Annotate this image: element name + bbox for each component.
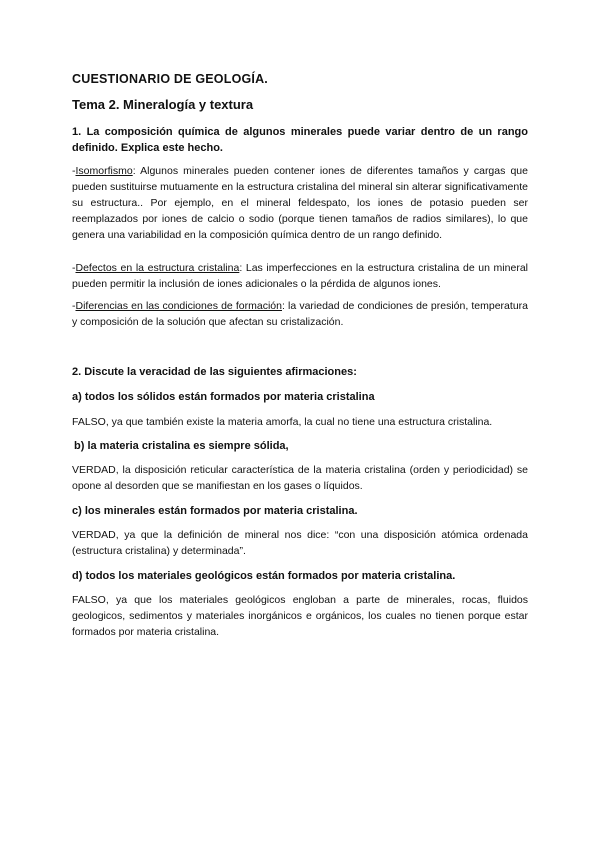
answer-b: VERDAD, la disposición reticular característica de la materia cristalina (orden y periodicidad) se opone al desorden que se manifiestan en los gases o líquidos. <box>72 464 528 492</box>
item-term: Defectos en la estructura cristalina <box>75 262 240 274</box>
question-1: 1. La composición química de algunos minerales puede variar dentro de un rango definido. Explica este hecho. <box>72 126 528 154</box>
item-text: : Las imperfecciones en la estructura cristalina de un mineral pueden permitir la inclusión de iones adicionales o la pérdida de algunos iones. <box>72 262 528 290</box>
item-text: : la variedad de condiciones de presión, temperatura y composición de la solución que afectan su cristalización. <box>72 300 528 328</box>
answer-1-item-isomorfismo <box>72 163 528 243</box>
item-text: : Algunos minerales pueden contener iones de diferentes tamaños y cargas que pueden sustituirse mutuamente en la estructura cristalina del mineral sin alterar significativamente su estructura.. Por ejemplo, en el mineral feldespato, los iones de potasio pueden ser reemplazados por iones de calcio o sodio (porque tienen tamaños de radios similares), lo que genera una variabilidad en la composición química dentro de un rango definido. <box>72 165 528 241</box>
answer-a: FALSO, ya que también existe la materia amorfa, la cual no tiene una estructura cristalina. <box>72 416 493 428</box>
document-subtitle: Tema 2. Mineralogía y textura <box>72 97 254 112</box>
document-title: CUESTIONARIO DE GEOLOGÍA. <box>72 72 268 86</box>
statement-b: b) la materia cristalina es siempre sólida, <box>74 440 289 452</box>
statement-c: c) los minerales están formados por materia cristalina. <box>72 505 358 517</box>
item-prefix: - <box>72 300 76 312</box>
statement-d: d) todos los materiales geológicos están formados por materia cristalina. <box>72 570 456 582</box>
answer-c: VERDAD, ya que la definición de mineral nos dice: “con una disposición atómica ordenada (estructura cristalina) y determinada”. <box>72 529 528 557</box>
answer-1-item-defectos <box>72 260 528 292</box>
item-term: Isomorfismo <box>75 165 133 177</box>
statement-a: a) todos los sólidos están formados por materia cristalina <box>72 391 375 403</box>
question-2: 2. Discute la veracidad de las siguientes afirmaciones: <box>72 366 357 378</box>
item-term: Diferencias en las condiciones de formación <box>75 300 282 312</box>
item-prefix: - <box>72 262 76 274</box>
item-prefix: - <box>72 165 76 177</box>
answer-d: FALSO, ya que los materiales geológicos engloban a parte de minerales, rocas, fluidos geologicos, sedimentos y materiales inorgánicos e orgánicos, los cuales no tienen porque estar formados por materia cristalina. <box>72 594 528 638</box>
answer-1-item-diferencias <box>72 298 528 330</box>
